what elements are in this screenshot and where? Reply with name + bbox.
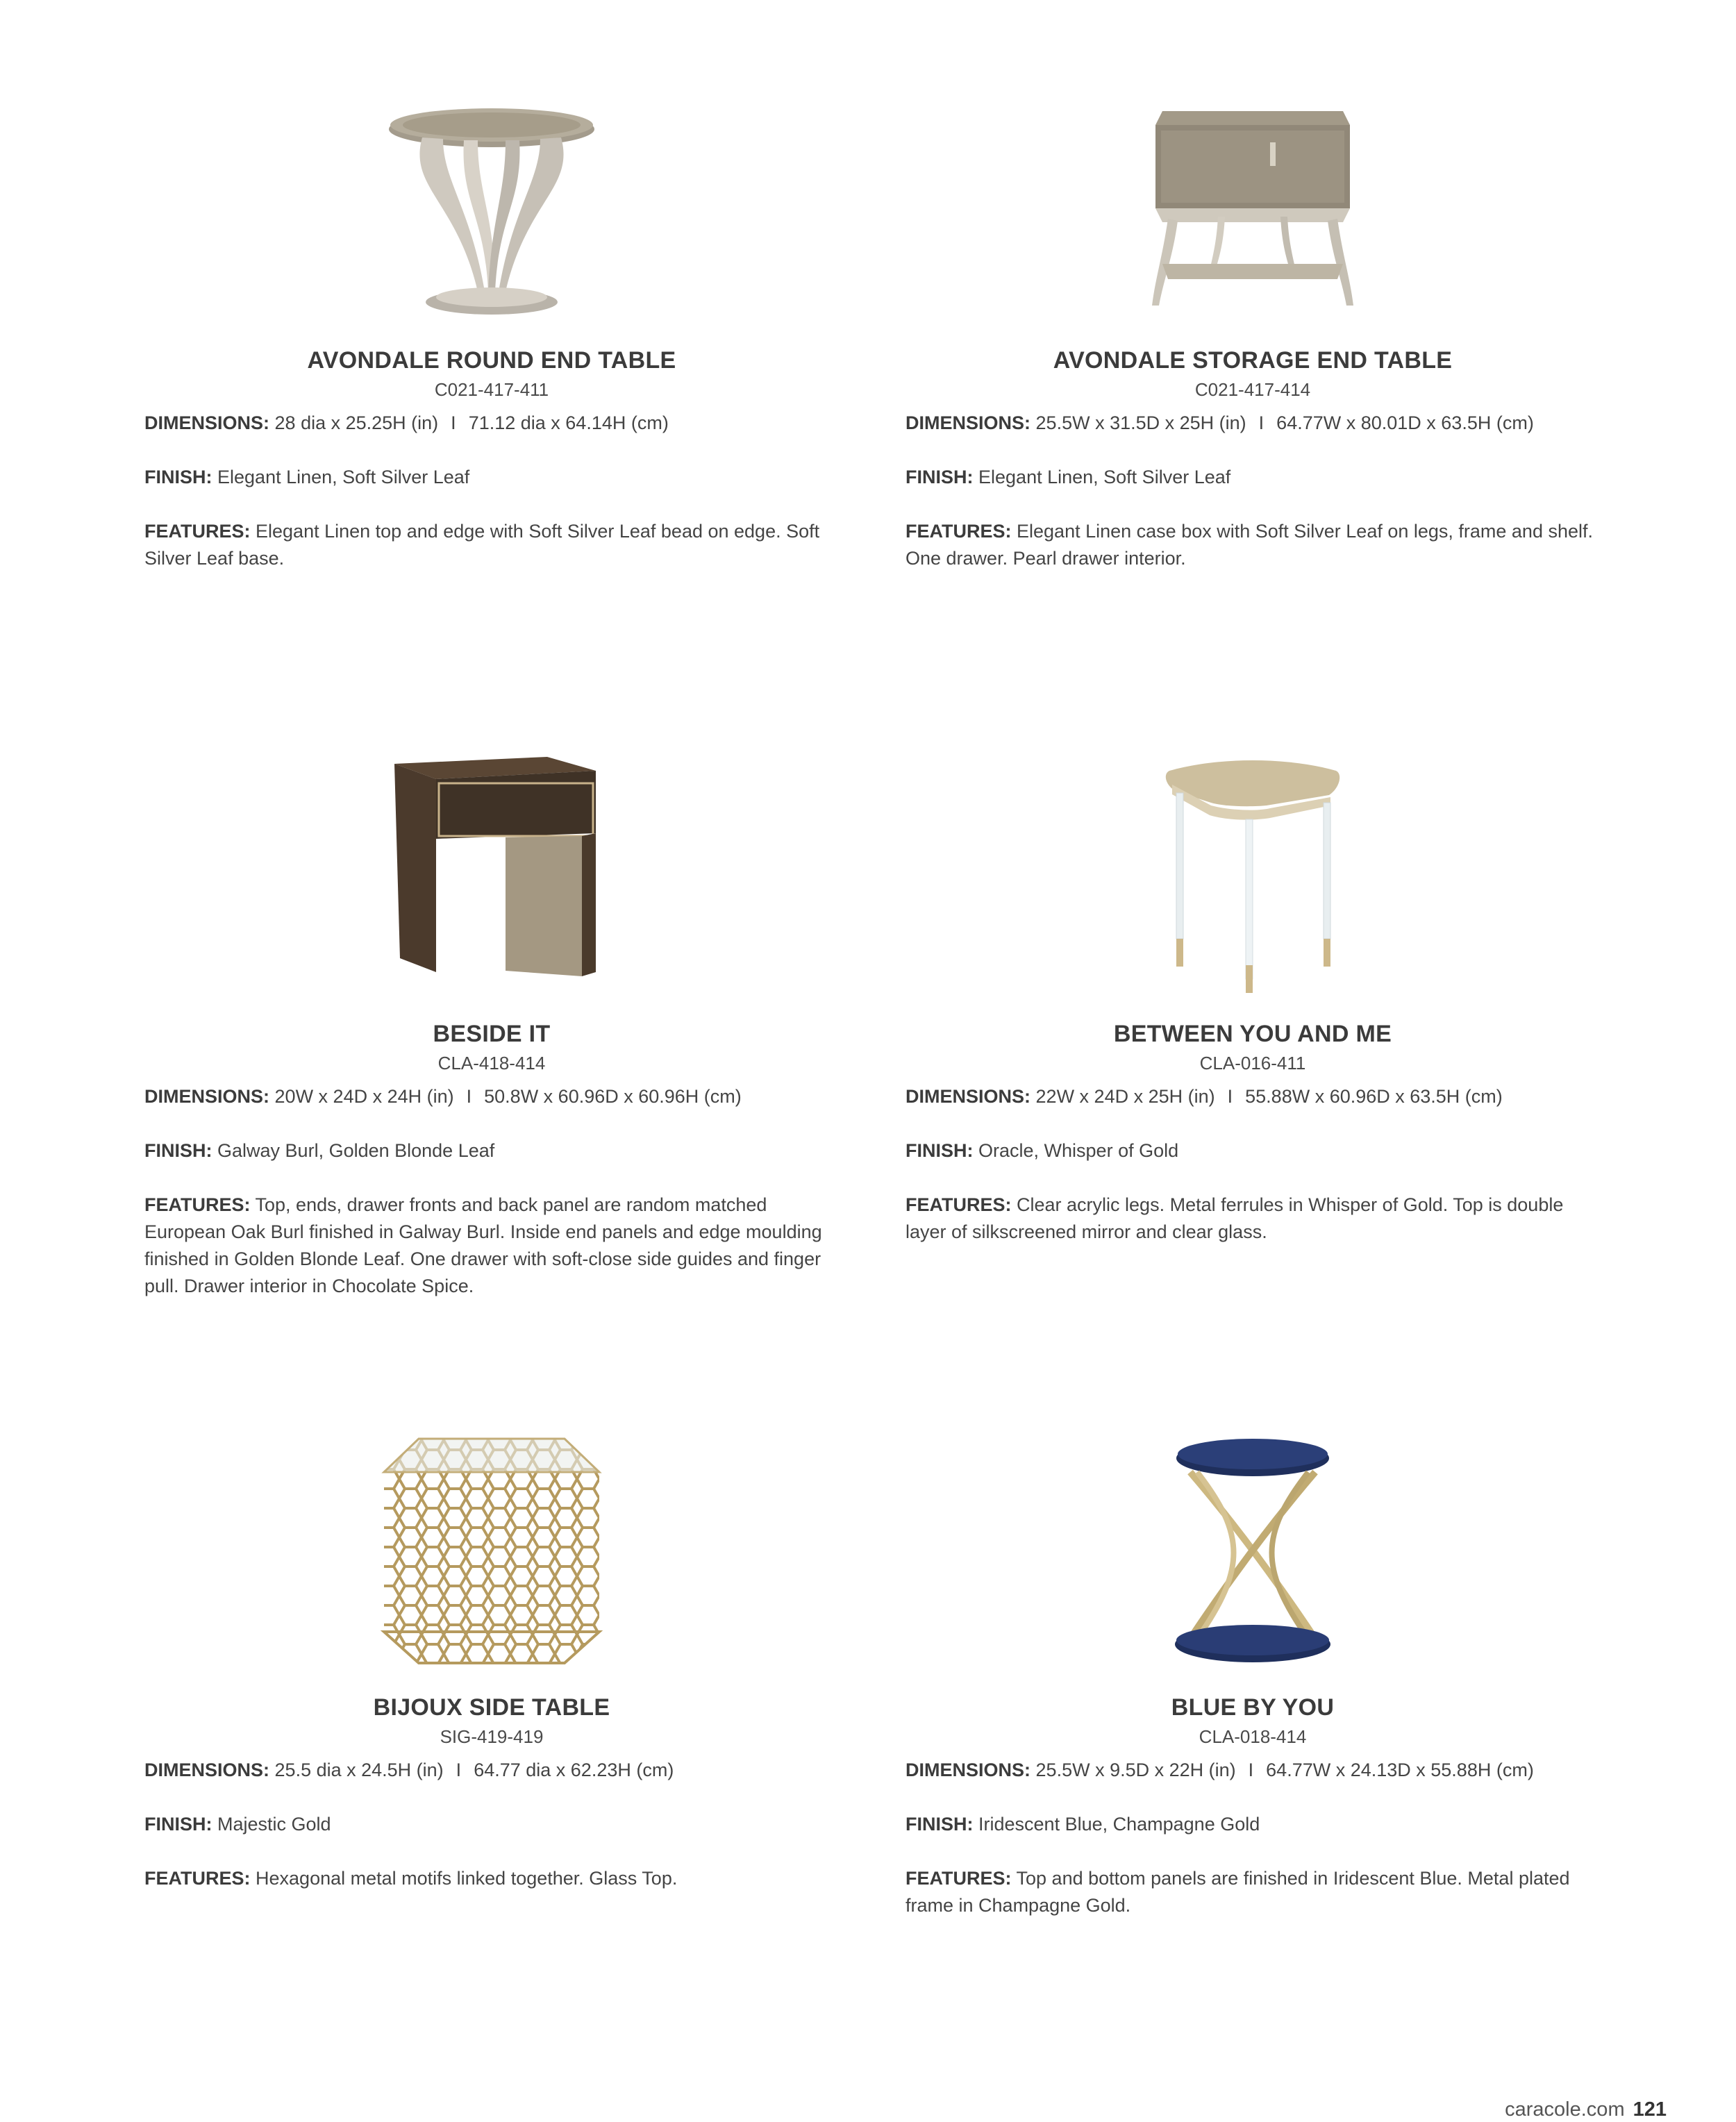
dimensions-label: DIMENSIONS:	[905, 1086, 1031, 1107]
product-image	[905, 1437, 1600, 1666]
dimensions-cm: 55.88W x 60.96D x 63.5H (cm)	[1245, 1086, 1503, 1107]
round-table-illustration	[381, 104, 603, 319]
features-label: FEATURES:	[144, 521, 251, 542]
product-features	[144, 1865, 839, 1892]
dimensions-inches: 25.5 dia x 24.5H (in)	[274, 1760, 444, 1780]
product-sku: C021-417-414	[1194, 379, 1311, 400]
dimensions-separator: I	[1227, 1086, 1233, 1107]
product-finish	[144, 1137, 839, 1164]
page-number: 121	[1633, 2098, 1667, 2121]
product-title: BESIDE IT	[433, 1021, 551, 1047]
product-dimensions	[144, 410, 839, 437]
dimensions-label: DIMENSIONS:	[144, 1086, 270, 1107]
finish-value: Iridescent Blue, Champagne Gold	[978, 1814, 1260, 1835]
product-image	[144, 104, 839, 333]
dimensions-cm: 64.77 dia x 62.23H (cm)	[474, 1760, 674, 1780]
product-image	[905, 757, 1600, 986]
dimensions-separator: I	[456, 1760, 462, 1780]
product-title: BETWEEN YOU AND ME	[1113, 1021, 1392, 1047]
product-dimensions	[905, 1757, 1600, 1784]
dimensions-cm: 71.12 dia x 64.14H (cm)	[468, 412, 669, 433]
dimensions-separator: I	[451, 412, 456, 433]
product-finish	[905, 464, 1600, 491]
product-finish	[144, 464, 839, 491]
dimensions-label: DIMENSIONS:	[905, 1760, 1031, 1780]
product-dimensions	[905, 410, 1600, 437]
footer-site: caracole.com	[1505, 2098, 1625, 2121]
dimensions-cm: 64.77W x 80.01D x 63.5H (cm)	[1276, 412, 1534, 433]
product-title: BLUE BY YOU	[1171, 1694, 1335, 1721]
dimensions-separator: I	[1258, 412, 1265, 433]
product-features	[905, 518, 1600, 572]
features-value: Top, ends, drawer fronts and back panel are random matched European Oak Burl finished in Galway Burl. Inside end panels and edge moulding finished in Golden Blonde Leaf. One drawer with soft-close side guides and finger pull. Drawer interior in Chocolate Spice.	[144, 1194, 822, 1296]
product-features	[144, 1192, 839, 1300]
bijoux-table-illustration	[377, 1430, 606, 1673]
finish-label: FINISH:	[144, 1140, 212, 1161]
dimensions-cm: 50.8W x 60.96D x 60.96H (cm)	[484, 1086, 742, 1107]
finish-value: Galway Burl, Golden Blonde Leaf	[217, 1140, 495, 1161]
finish-label: FINISH:	[905, 1140, 974, 1161]
product-finish	[905, 1811, 1600, 1838]
finish-value: Elegant Linen, Soft Silver Leaf	[978, 467, 1231, 487]
features-label: FEATURES:	[144, 1868, 251, 1889]
dimensions-cm: 64.77W x 24.13D x 55.88H (cm)	[1266, 1760, 1534, 1780]
features-label: FEATURES:	[905, 1868, 1012, 1889]
storage-table-illustration	[1135, 97, 1371, 319]
finish-value: Elegant Linen, Soft Silver Leaf	[217, 467, 470, 487]
product-dimensions	[144, 1083, 839, 1110]
product-sku: CLA-018-414	[1199, 1726, 1307, 1747]
product-finish	[144, 1811, 839, 1838]
dimensions-label: DIMENSIONS:	[905, 412, 1031, 433]
product-title: AVONDALE ROUND END TABLE	[307, 347, 676, 374]
features-label: FEATURES:	[905, 521, 1012, 542]
product-sku: SIG-419-419	[440, 1726, 544, 1747]
product-features	[144, 518, 839, 572]
features-value: Hexagonal metal motifs linked together. Glass Top.	[256, 1868, 678, 1889]
dimensions-inches: 28 dia x 25.25H (in)	[274, 412, 439, 433]
finish-value: Majestic Gold	[217, 1814, 331, 1835]
product-sku: CLA-016-411	[1199, 1053, 1306, 1073]
finish-label: FINISH:	[905, 467, 974, 487]
features-value: Elegant Linen case box with Soft Silver Leaf on legs, frame and shelf. One drawer. Pearl drawer interior.	[905, 521, 1594, 569]
product-image	[905, 97, 1600, 326]
product-dimensions	[144, 1757, 839, 1784]
dimensions-label: DIMENSIONS:	[144, 1760, 270, 1780]
dimensions-separator: I	[466, 1086, 472, 1107]
finish-value: Oracle, Whisper of Gold	[978, 1140, 1179, 1161]
product-image	[144, 750, 839, 979]
finish-label: FINISH:	[144, 467, 212, 487]
product-sku: CLA-418-414	[437, 1053, 546, 1073]
blue-by-you-illustration	[1169, 1437, 1336, 1673]
dimensions-inches: 25.5W x 31.5D x 25H (in)	[1035, 412, 1246, 433]
product-image	[144, 1430, 839, 1660]
dimensions-inches: 20W x 24D x 24H (in)	[274, 1086, 454, 1107]
beside-it-illustration	[381, 750, 603, 979]
product-sku: C021-417-411	[434, 379, 549, 400]
product-finish	[905, 1137, 1600, 1164]
product-features	[905, 1865, 1600, 1919]
features-value: Clear acrylic legs. Metal ferrules in Whisper of Gold. Top is double layer of silkscreened mirror and clear glass.	[905, 1194, 1564, 1242]
page-footer	[1505, 2098, 1667, 2121]
features-value: Top and bottom panels are finished in Iridescent Blue. Metal plated frame in Champagne Gold.	[905, 1868, 1570, 1916]
product-title: AVONDALE STORAGE END TABLE	[1053, 347, 1453, 374]
features-label: FEATURES:	[905, 1194, 1012, 1215]
finish-label: FINISH:	[905, 1814, 974, 1835]
finish-label: FINISH:	[144, 1814, 212, 1835]
dimensions-inches: 22W x 24D x 25H (in)	[1035, 1086, 1215, 1107]
product-features	[905, 1192, 1600, 1246]
dimensions-separator: I	[1248, 1760, 1254, 1780]
dimensions-label: DIMENSIONS:	[144, 412, 270, 433]
between-you-and-me-illustration	[1149, 757, 1357, 1000]
dimensions-inches: 25.5W x 9.5D x 22H (in)	[1035, 1760, 1236, 1780]
features-value: Elegant Linen top and edge with Soft Silver Leaf bead on edge. Soft Silver Leaf base.	[144, 521, 820, 569]
product-title: BIJOUX SIDE TABLE	[373, 1694, 610, 1721]
product-dimensions	[905, 1083, 1600, 1110]
features-label: FEATURES:	[144, 1194, 251, 1215]
